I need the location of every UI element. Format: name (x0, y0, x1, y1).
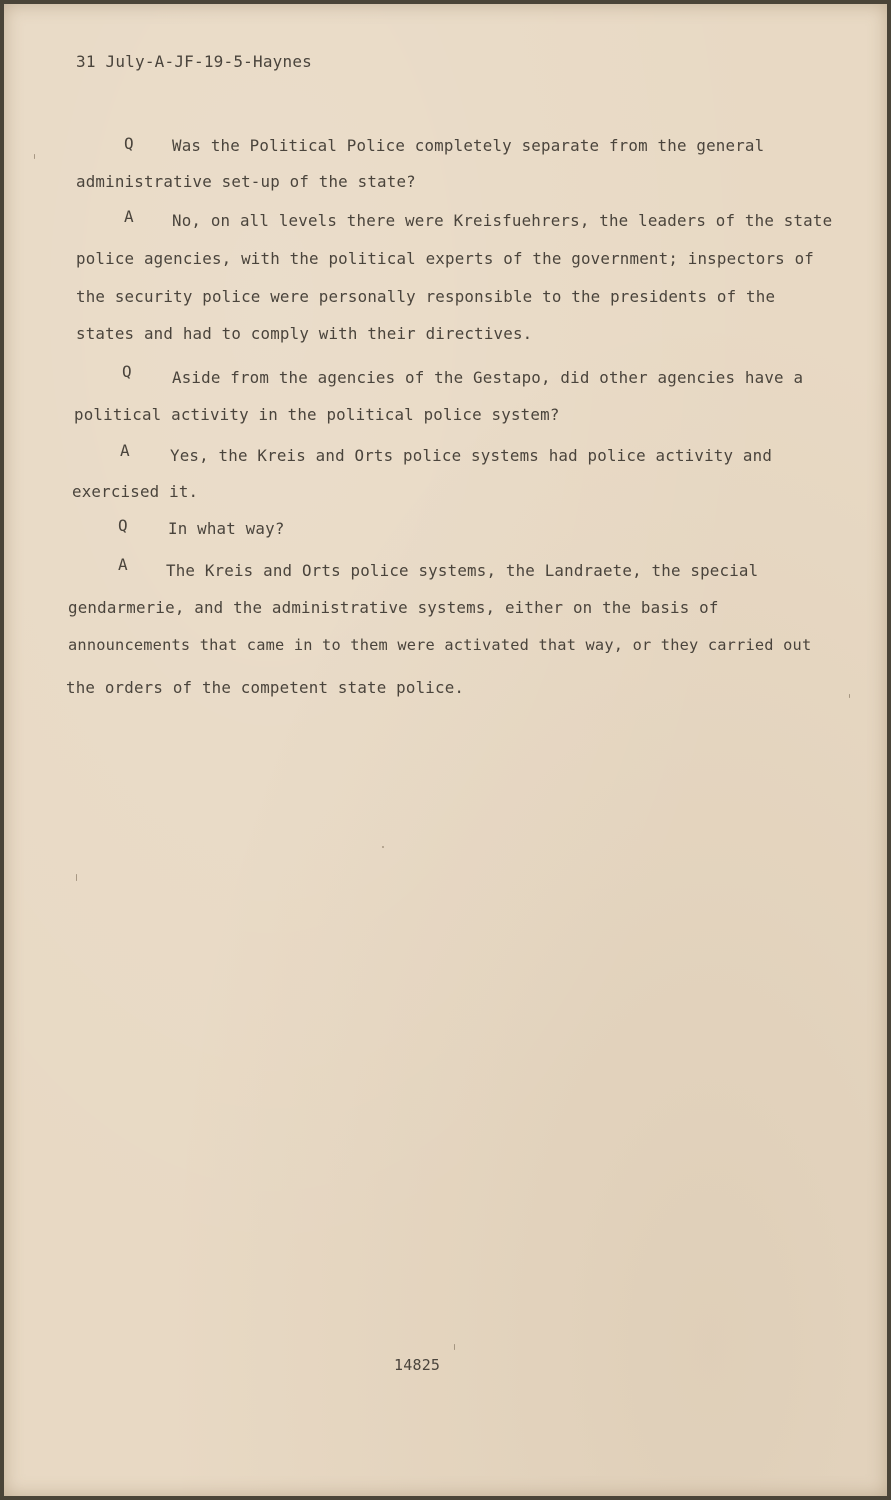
text-line: the security police were personally responsible to the presidents of the (76, 287, 776, 306)
text-line: states and had to comply with their directives. (76, 324, 533, 343)
speaker-label-q: Q (118, 516, 128, 535)
text-line: Aside from the agencies of the Gestapo, did other agencies have a (172, 368, 804, 387)
speaker-label-q: Q (124, 134, 134, 153)
text-line: exercised it. (72, 482, 199, 501)
speaker-label-a: A (124, 207, 134, 226)
text-line: In what way? (168, 519, 285, 538)
speaker-label-a: A (118, 555, 128, 574)
paper-speck (849, 694, 850, 698)
text-line: No, on all levels there were Kreisfuehrers, the leaders of the state (172, 211, 833, 230)
text-line: gendarmerie, and the administrative systems, either on the basis of (68, 598, 719, 617)
document-page (4, 4, 887, 1496)
text-line: administrative set-up of the state? (76, 172, 416, 191)
text-line: political activity in the political police system? (74, 405, 560, 424)
page-number: 14825 (394, 1356, 441, 1374)
speaker-label-a: A (120, 441, 130, 460)
page-header: 31 July-A-JF-19-5-Haynes (76, 52, 312, 71)
text-line: Was the Political Police completely separate from the general (172, 136, 765, 155)
text-line: The Kreis and Orts police systems, the Landraete, the special (166, 561, 759, 580)
text-line: the orders of the competent state police. (66, 678, 465, 697)
paper-speck (76, 874, 77, 881)
paper-speck (382, 846, 384, 848)
speaker-label-q: Q (122, 362, 132, 381)
text-line: police agencies, with the political experts of the government; inspectors of (76, 249, 814, 268)
paper-speck (34, 154, 35, 159)
text-line: Yes, the Kreis and Orts police systems had police activity and (170, 446, 773, 465)
text-line: announcements that came in to them were activated that way, or they carried out (68, 636, 812, 654)
paper-speck (454, 1344, 455, 1350)
